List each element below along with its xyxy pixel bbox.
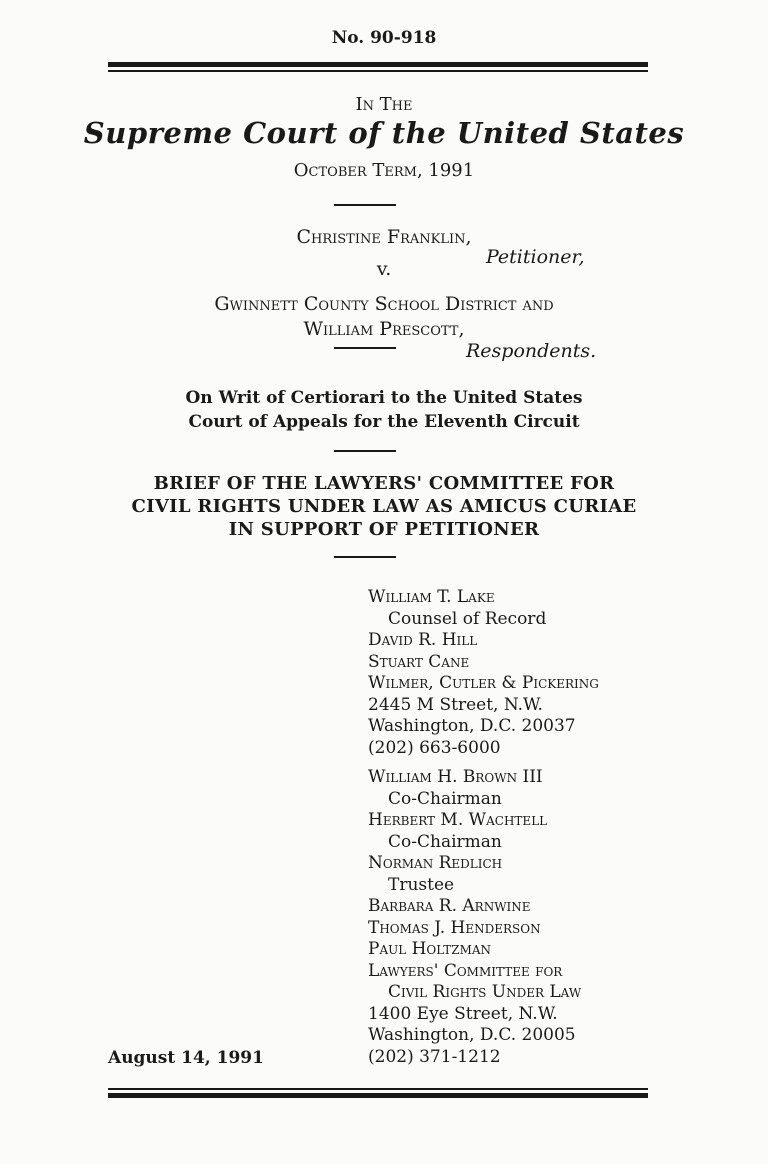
counsel-line: William T. Lake xyxy=(368,587,495,607)
top-rule-thick xyxy=(108,62,648,67)
brief-title xyxy=(0,472,768,541)
divider xyxy=(334,204,396,206)
counsel-line: 2445 M Street, N.W. xyxy=(368,694,543,715)
writ-line-1: On Writ of Certiorari to the United States xyxy=(185,388,583,408)
counsel-group-1 xyxy=(368,587,599,759)
divider xyxy=(334,347,396,349)
brief-title-line-1: BRIEF OF THE LAWYERS' COMMITTEE FOR xyxy=(153,473,615,494)
counsel-line: Barbara R. Arnwine xyxy=(368,896,531,916)
counsel-line: Washington, D.C. 20005 xyxy=(368,1025,576,1045)
counsel-line: Stuart Cane xyxy=(368,651,470,672)
divider xyxy=(334,556,396,558)
counsel-line: William H. Brown III xyxy=(368,767,543,787)
filing-date: August 14, 1991 xyxy=(108,1048,264,1068)
counsel-line: Co-Chairman xyxy=(388,788,502,809)
counsel-line: Civil Rights Under Law xyxy=(388,982,582,1002)
respondent-line-1: Gwinnett County School District and xyxy=(214,293,554,315)
writ-statement xyxy=(0,386,768,434)
petitioner-role: Petitioner, xyxy=(486,246,585,268)
divider xyxy=(334,450,396,452)
counsel-line: 1400 Eye Street, N.W. xyxy=(368,1003,558,1024)
petitioner-name: Christine Franklin, xyxy=(296,226,472,248)
brief-title-line-2: CIVIL RIGHTS UNDER LAW AS AMICUS CURIAE xyxy=(131,496,637,517)
counsel-line: (202) 371-1212 xyxy=(368,1046,501,1067)
counsel-line: Co-Chairman xyxy=(388,831,502,852)
counsel-line: Herbert M. Wachtell xyxy=(368,810,548,830)
term-line: October Term, 1991 xyxy=(293,160,475,181)
counsel-line: David R. Hill xyxy=(368,630,478,650)
brief-title-line-3: IN SUPPORT OF PETITIONER xyxy=(228,519,540,540)
counsel-line: Paul Holtzman xyxy=(368,939,492,959)
respondent-line-2: William Prescott, xyxy=(303,318,465,340)
counsel-line: (202) 663-6000 xyxy=(368,737,501,758)
versus: v. xyxy=(376,258,392,280)
bottom-rule-thick xyxy=(108,1093,648,1098)
counsel-line: Trustee xyxy=(388,874,455,895)
writ-line-2: Court of Appeals for the Eleventh Circuit xyxy=(188,412,580,432)
counsel-line: Norman Redlich xyxy=(368,853,503,873)
counsel-line: Wilmer, Cutler & Pickering xyxy=(368,673,599,693)
bottom-rule-thin xyxy=(108,1088,648,1090)
in-the-heading: In The xyxy=(355,94,413,115)
respondent-role: Respondents. xyxy=(466,340,597,362)
court-name: Supreme Court of the United States xyxy=(83,116,685,150)
counsel-line: Thomas J. Henderson xyxy=(368,917,541,938)
counsel-group-2 xyxy=(368,767,581,1068)
counsel-line: Washington, D.C. 20037 xyxy=(368,716,576,736)
docket-number: No. 90-918 xyxy=(331,28,437,48)
counsel-line: Counsel of Record xyxy=(388,608,547,629)
counsel-line: Lawyers' Committee for xyxy=(368,960,563,981)
top-rule-thin xyxy=(108,70,648,72)
